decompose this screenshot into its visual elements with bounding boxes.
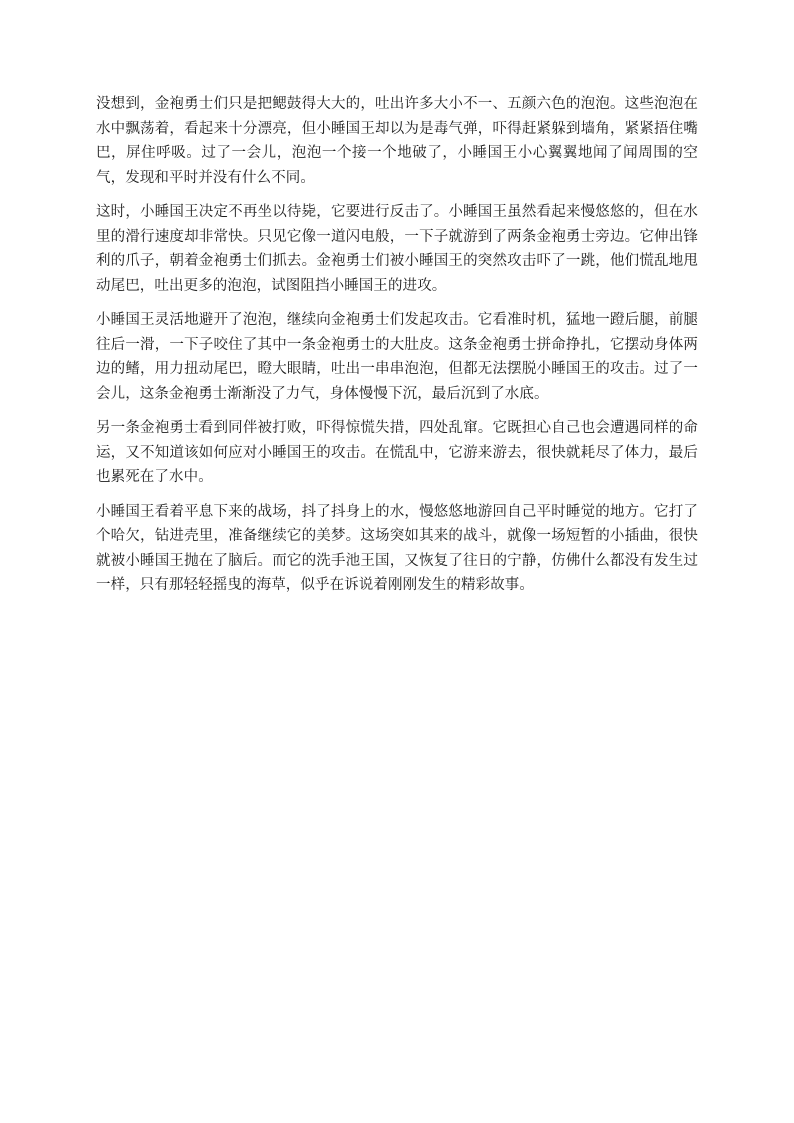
paragraph-2: 这时，小睡国王决定不再坐以待毙，它要进行反击了。小睡国王虽然看起来慢悠悠的，但在水里的滑行速度却非常快。只见它像一道闪电般，一下子就游到了两条金袍勇士旁边。它伸出锋利的爪子，朝着金袍勇士们抓去。金袍勇士们被小睡国王的突然攻击吓了一跳，他们慌乱地甩动尾巴，吐出更多的泡泡，试图阻挡小睡国王的进攻。: [96, 204, 698, 294]
paragraph-5: 小睡国王看着平息下来的战场，抖了抖身上的水，慢悠悠地游回自己平时睡觉的地方。它打了个哈欠，钻进壳里，准备继续它的美梦。这场突如其来的战斗，就像一场短暂的小插曲，很快就被小睡国王抛在了脑后。而它的洗手池王国，又恢复了往日的宁静，仿佛什么都没有发生过一样，只有那轻轻摇曳的海草，似乎在诉说着刚刚发生的精彩故事。: [96, 503, 698, 593]
paragraph-4: 另一条金袍勇士看到同伴被打败，吓得惊慌失措，四处乱窜。它既担心自己也会遭遇同样的命运，又不知道该如何应对小睡国王的攻击。在慌乱中，它游来游去，很快就耗尽了体力，最后也累死在了水中。: [96, 420, 698, 485]
paragraph-1: 没想到，金袍勇士们只是把鳃鼓得大大的，吐出许多大小不一、五颜六色的泡泡。这些泡泡在水中飘荡着，看起来十分漂亮，但小睡国王却以为是毒气弹，吓得赶紧躲到墙角，紧紧捂住嘴巴，屏住呼吸。过了一会儿，泡泡一个接一个地破了，小睡国王小心翼翼地闻了闻周围的空气，发现和平时并没有什么不同。: [96, 96, 698, 186]
document-body: [96, 92, 698, 608]
paragraph-3: 小睡国王灵活地避开了泡泡，继续向金袍勇士们发起攻击。它看准时机，猛地一蹬后腿，前腿往后一滑，一下子咬住了其中一条金袍勇士的大肚皮。这条金袍勇士拼命挣扎，它摆动身体两边的鳍，用力扭动尾巴，瞪大眼睛，吐出一串串泡泡，但都无法摆脱小睡国王的攻击。过了一会儿，这条金袍勇士渐渐没了力气，身体慢慢下沉，最后沉到了水底。: [96, 312, 698, 402]
